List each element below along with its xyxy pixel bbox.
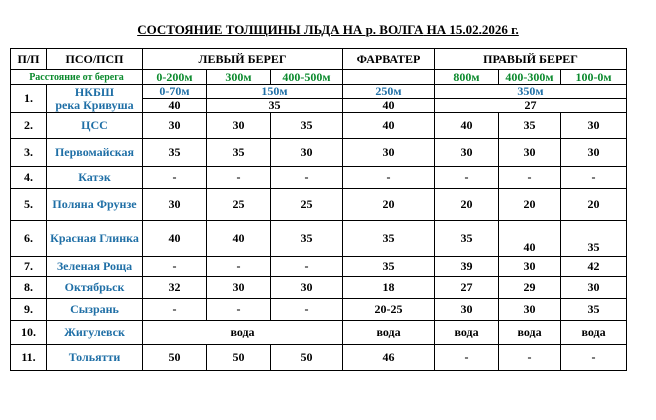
value-cell: 30 — [499, 139, 561, 167]
station-name: Жигулевск — [47, 321, 143, 345]
value-cell: 46 — [343, 345, 435, 371]
distance-right-1: 800м — [435, 70, 499, 85]
value-cell: - — [207, 299, 271, 321]
header-row — [11, 49, 627, 70]
table-row — [11, 221, 627, 257]
row1-fairway-cell — [343, 85, 435, 113]
value-cell: 30 — [271, 139, 343, 167]
value-cell: 35 — [143, 139, 207, 167]
row1-left-cell-1 — [143, 85, 207, 113]
station-name: Катэк — [47, 167, 143, 189]
value-cell: 35 — [271, 113, 343, 139]
value-cell: 18 — [343, 277, 435, 299]
value-cell: 30 — [435, 299, 499, 321]
value-cell: 20 — [343, 189, 435, 221]
value-cell: 25 — [207, 189, 271, 221]
value-cell: - — [435, 345, 499, 371]
value-cell: 30 — [343, 139, 435, 167]
value-cell: 30 — [435, 139, 499, 167]
value-cell: 20 — [561, 189, 627, 221]
value-cell: 32 — [143, 277, 207, 299]
title-river: р. ВОЛГА — [365, 22, 424, 37]
value-cell: 30 — [561, 139, 627, 167]
station-name: Октябрьск — [47, 277, 143, 299]
station-name-line1: НКБШ — [74, 84, 115, 99]
title-prefix: СОСТОЯНИЕ ТОЛЩИНЫ ЛЬДА НА — [137, 22, 366, 37]
row-number: 6. — [11, 221, 47, 257]
value-cell: 27 — [435, 277, 499, 299]
row-number: 8. — [11, 277, 47, 299]
table-row — [11, 321, 627, 345]
header-station: ПСО/ПСП — [47, 49, 143, 70]
table-row — [11, 277, 627, 299]
row1-value-4: 27 — [435, 98, 626, 112]
value-cell: 25 — [271, 189, 343, 221]
row-number: 4. — [11, 167, 47, 189]
value-cell: 35 — [561, 221, 627, 257]
value-cell: - — [143, 299, 207, 321]
station-name — [47, 85, 143, 113]
row1-distance-1: 0-70м — [159, 84, 190, 98]
value-cell: 50 — [143, 345, 207, 371]
value-cell: 30 — [143, 113, 207, 139]
station-name: Зеленая Роща — [47, 257, 143, 277]
page-title — [0, 22, 656, 38]
table-row — [11, 113, 627, 139]
table-row — [11, 139, 627, 167]
distance-label: Расстояние от берега — [11, 70, 143, 85]
value-cell: - — [207, 167, 271, 189]
value-cell: - — [143, 167, 207, 189]
value-cell: - — [271, 257, 343, 277]
value-cell: 40 — [435, 113, 499, 139]
header-left-bank: ЛЕВЫЙ БЕРЕГ — [143, 49, 343, 70]
row-number: 1. — [11, 85, 47, 113]
title-date: НА 15.02.2026 г. — [423, 22, 519, 37]
ice-thickness-table — [10, 48, 627, 371]
table-row — [11, 167, 627, 189]
value-cell: - — [561, 167, 627, 189]
value-cell: 40 — [143, 221, 207, 257]
row1-right-cell — [435, 85, 627, 113]
distance-right-3: 100-0м — [561, 70, 627, 85]
value-cell: 35 — [343, 221, 435, 257]
value-cell: 30 — [561, 113, 627, 139]
value-cell: 20 — [499, 189, 561, 221]
row1-distance-3: 250м — [375, 84, 402, 98]
row1-distance-4: 350м — [517, 84, 544, 98]
value-cell: - — [143, 257, 207, 277]
value-cell: 42 — [561, 257, 627, 277]
table-row — [11, 299, 627, 321]
value-cell: 40 — [343, 113, 435, 139]
value-cell: - — [271, 299, 343, 321]
value-cell: 35 — [271, 221, 343, 257]
station-name: Первомайская — [47, 139, 143, 167]
value-cell: 35 — [343, 257, 435, 277]
row1-value-2: 35 — [207, 98, 342, 112]
value-cell: 39 — [435, 257, 499, 277]
value-cell: вода — [499, 321, 561, 345]
value-cell: 50 — [207, 345, 271, 371]
value-cell: 40 — [499, 221, 561, 257]
value-cell: - — [435, 167, 499, 189]
table-row — [11, 189, 627, 221]
distance-left-2: 300м — [207, 70, 271, 85]
table-row — [11, 345, 627, 371]
value-cell: 30 — [143, 189, 207, 221]
value-cell: - — [271, 167, 343, 189]
value-cell: 50 — [271, 345, 343, 371]
row-number: 11. — [11, 345, 47, 371]
value-cell: вода — [143, 321, 343, 345]
value-cell: - — [499, 167, 561, 189]
row-number: 10. — [11, 321, 47, 345]
station-name: Тольятти — [47, 345, 143, 371]
station-name: Красная Глинка — [47, 221, 143, 257]
value-cell: 20 — [435, 189, 499, 221]
value-cell: вода — [343, 321, 435, 345]
value-cell: вода — [435, 321, 499, 345]
row-number: 5. — [11, 189, 47, 221]
value-cell: 30 — [271, 277, 343, 299]
row1-value-1: 40 — [143, 98, 206, 112]
distance-fairway — [343, 70, 435, 85]
distance-left-1: 0-200м — [143, 70, 207, 85]
value-cell: 40 — [207, 221, 271, 257]
row-number: 7. — [11, 257, 47, 277]
header-right-bank: ПРАВЫЙ БЕРЕГ — [435, 49, 627, 70]
value-cell: 30 — [207, 277, 271, 299]
row1-distance-2: 150м — [261, 84, 288, 98]
station-name-line2: река Кривуша — [55, 97, 134, 112]
value-cell: - — [207, 257, 271, 277]
value-cell: 30 — [499, 257, 561, 277]
value-cell: 35 — [561, 299, 627, 321]
station-name: Сызрань — [47, 299, 143, 321]
value-cell: 35 — [435, 221, 499, 257]
value-cell: - — [561, 345, 627, 371]
table-row — [11, 257, 627, 277]
value-cell: 30 — [499, 299, 561, 321]
row-number: 9. — [11, 299, 47, 321]
header-fairway: ФАРВАТЕР — [343, 49, 435, 70]
station-name: Поляна Фрунзе — [47, 189, 143, 221]
distance-row — [11, 70, 627, 85]
value-cell: - — [343, 167, 435, 189]
value-cell: 30 — [561, 277, 627, 299]
value-cell: 35 — [499, 113, 561, 139]
value-cell: - — [499, 345, 561, 371]
value-cell: 20-25 — [343, 299, 435, 321]
distance-left-3: 400-500м — [271, 70, 343, 85]
row-number: 3. — [11, 139, 47, 167]
table-row — [11, 85, 627, 113]
value-cell: 30 — [207, 113, 271, 139]
row1-value-3: 40 — [343, 98, 434, 112]
row-number: 2. — [11, 113, 47, 139]
value-cell: вода — [561, 321, 627, 345]
value-cell: 35 — [207, 139, 271, 167]
distance-right-2: 400-300м — [499, 70, 561, 85]
row1-left-cell-2 — [207, 85, 343, 113]
header-num: П/П — [11, 49, 47, 70]
station-name: ЦСС — [47, 113, 143, 139]
value-cell: 29 — [499, 277, 561, 299]
